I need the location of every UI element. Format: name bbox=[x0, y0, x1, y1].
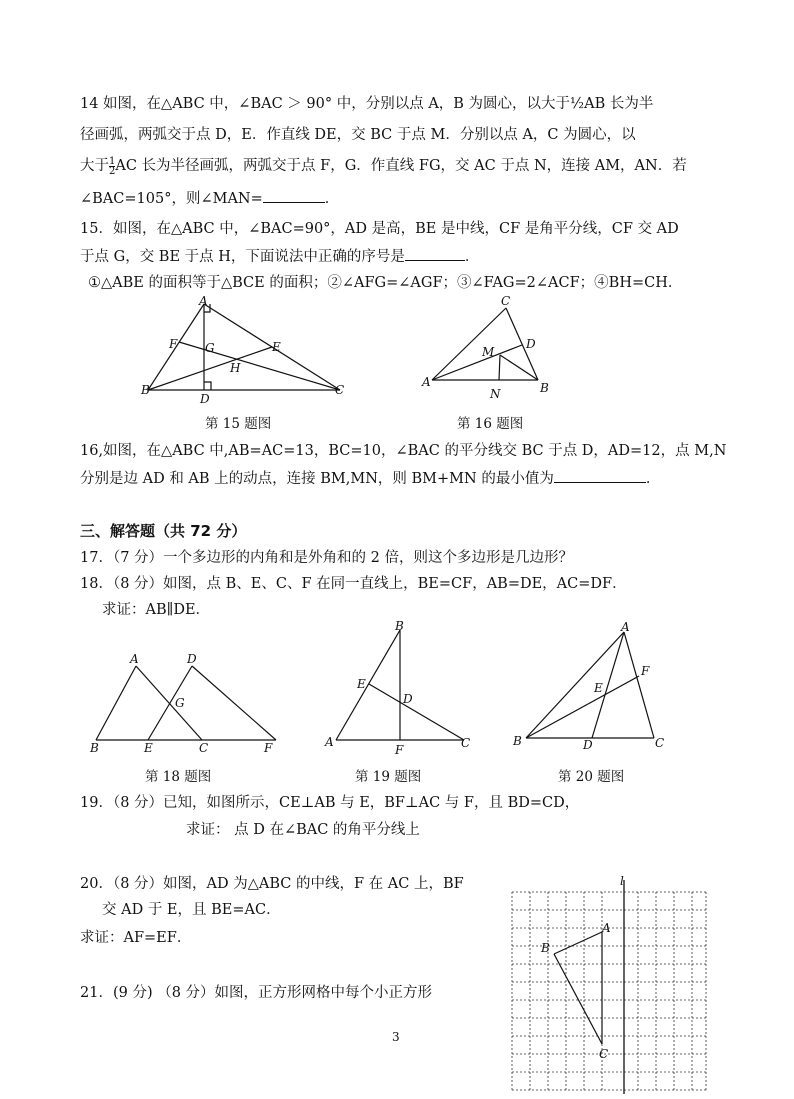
q20-line2: 交 AD 于 E，且 BE=AC． bbox=[102, 902, 281, 918]
fraction-denominator: 2 bbox=[109, 165, 116, 177]
fig21-label-l: l bbox=[620, 874, 624, 888]
answer-blank-15[interactable] bbox=[405, 246, 465, 261]
figure-21-grid bbox=[506, 872, 712, 1096]
fig15-caption: 第 15 题图 bbox=[205, 416, 272, 432]
q19-line2: 求证： 点 D 在∠BAC 的角平分线上 bbox=[186, 822, 420, 838]
fig18-label-c: C bbox=[199, 741, 209, 755]
fig21-segment-bc bbox=[554, 954, 602, 1044]
fig20-label-f: F bbox=[641, 664, 650, 678]
fig18-segment-df bbox=[192, 666, 276, 740]
q20-line1: 20．（8 分）如图，AD 为△ABC 的中线，F 在 AC 上，BF bbox=[80, 876, 464, 892]
fig21-label-b: B bbox=[541, 941, 550, 955]
q14-line1: 14 如图，在△ABC 中，∠BAC ＞ 90° 中，分别以点 A，B 为圆心，以大于½AB 长为半 bbox=[80, 96, 654, 112]
fig20-segment-bf bbox=[526, 676, 639, 738]
fig21-label-a: A bbox=[602, 921, 611, 935]
q19-line1: 19．（8 分）已知，如图所示，CE⊥AB 与 E，BF⊥AC 与 F，且 BD=CD， bbox=[80, 795, 580, 811]
figure-16 bbox=[418, 292, 558, 404]
q15-line2-end: ． bbox=[464, 249, 480, 265]
fig21-label-c: C bbox=[599, 1047, 609, 1061]
fig19-caption: 第 19 题图 bbox=[355, 769, 422, 785]
q15-line3: ①△ABE 的面积等于△BCE 的面积；②∠AFG=∠AGF；③∠FAG=2∠ACF；④BH=CH． bbox=[88, 275, 683, 291]
q15-line1: 15．如图，在△ABC 中，∠BAC=90°，AD 是高，BE 是中线，CF 是角平分线，CF 交 AD bbox=[80, 221, 679, 237]
fig20-segment-ac bbox=[624, 632, 654, 738]
fig15-right-angle-mark bbox=[204, 382, 211, 390]
figure-15 bbox=[138, 296, 350, 408]
q14-line3-pre: 大于 bbox=[80, 158, 109, 174]
fig15-label-f: F bbox=[169, 337, 178, 351]
q14-line3-post: AC 长为半径画弧，两弧交于点 F，G．作直线 FG，交 AC 于点 N，连接 AM，AN．若 bbox=[115, 158, 687, 174]
fig15-label-c: C bbox=[335, 383, 345, 397]
q16-line2 bbox=[80, 468, 660, 489]
page-number: 3 bbox=[392, 1030, 400, 1044]
fig19-label-c: C bbox=[461, 736, 471, 750]
q18-line1: 18．（8 分）如图，点 B、E、C、F 在同一直线上，BE=CF，AB=DE，AC=DF． bbox=[80, 576, 627, 592]
fig16-label-m: M bbox=[482, 345, 495, 359]
fig20-label-a: A bbox=[621, 620, 630, 634]
q14-line4-text: ∠BAC=105°，则∠MAN= bbox=[80, 191, 263, 207]
fig16-label-a: A bbox=[422, 375, 431, 389]
fig16-label-c: C bbox=[501, 294, 511, 308]
fig15-label-e: E bbox=[272, 340, 281, 354]
fig21-segment-ab bbox=[554, 932, 602, 954]
fig18-label-b: B bbox=[90, 741, 99, 755]
fig19-label-a: A bbox=[325, 735, 334, 749]
section3-title: 三、解答题（共 72 分） bbox=[80, 522, 247, 540]
fig16-segment-ad bbox=[432, 345, 522, 380]
fig16-segment-ca bbox=[432, 308, 506, 380]
fig16-label-b: B bbox=[540, 381, 549, 395]
fig18-segment-ac bbox=[136, 666, 202, 740]
fig19-label-b: B bbox=[395, 619, 404, 633]
fig19-label-e: E bbox=[357, 677, 366, 691]
q15-line2-text: 于点 G，交 BE 于点 H，下面说法中正确的序号是 bbox=[80, 249, 405, 265]
fig18-label-d: D bbox=[187, 652, 197, 666]
answer-blank-14[interactable] bbox=[263, 188, 325, 203]
q15-line2 bbox=[80, 246, 479, 267]
q16-line2-end: ． bbox=[645, 471, 661, 487]
fig20-label-c: C bbox=[655, 736, 665, 750]
fig20-label-b: B bbox=[513, 734, 522, 748]
q18-line2: 求证：AB∥DE． bbox=[102, 602, 211, 618]
q16-line2-text: 分别是边 AD 和 AB 上的动点，连接 BM,MN，则 BM+MN 的最小值为 bbox=[80, 471, 554, 487]
figure-18 bbox=[86, 646, 286, 756]
fig18-label-g: G bbox=[175, 696, 185, 710]
fig18-label-a: A bbox=[130, 652, 139, 666]
fig15-bisector-cf bbox=[179, 342, 340, 390]
fig19-segment-ec bbox=[369, 684, 464, 740]
q20-line3: 求证：AF=EF． bbox=[80, 930, 192, 946]
fig19-label-d: D bbox=[403, 692, 413, 706]
q14-line4 bbox=[80, 188, 339, 209]
fig15-label-a: A bbox=[199, 296, 208, 308]
q14-line3 bbox=[80, 156, 687, 176]
fig20-caption: 第 20 题图 bbox=[558, 769, 625, 785]
fig20-segment-ab bbox=[526, 632, 624, 738]
q21-line1: 21．(9 分) （8 分）如图，正方形网格中每个小正方形 bbox=[80, 985, 433, 1001]
fig18-caption: 第 18 题图 bbox=[145, 769, 212, 785]
figure-19 bbox=[320, 616, 480, 758]
fig15-label-d: D bbox=[200, 392, 210, 406]
fig18-segment-ab bbox=[96, 666, 136, 740]
fig18-segment-ed bbox=[148, 666, 192, 740]
fig15-label-b: B bbox=[141, 383, 150, 397]
q14-line4-end: ． bbox=[324, 191, 340, 207]
fraction-numerator: 1 bbox=[109, 155, 116, 167]
fig20-label-e: E bbox=[594, 681, 603, 695]
fig15-label-g: G bbox=[205, 341, 215, 355]
fig16-segment-mn bbox=[499, 355, 500, 380]
q17-text: 17．（7 分）一个多边形的内角和是外角和的 2 倍，则这个多边形是几边形？ bbox=[80, 550, 573, 566]
fig20-label-d: D bbox=[583, 738, 593, 752]
fig15-label-h: H bbox=[230, 361, 241, 375]
fig16-label-n: N bbox=[490, 387, 501, 401]
fig19-segment-ba bbox=[336, 630, 400, 740]
q16-line1: 16,如图，在△ABC 中,AB=AC=13，BC=10，∠BAC 的平分线交 BC 于点 D，AD=12，点 M,N bbox=[80, 443, 727, 459]
q14-line2: 径画弧，两弧交于点 D，E．作直线 DE，交 BC 于点 M．分别以点 A，C 为圆心，以 bbox=[80, 127, 636, 143]
answer-blank-16[interactable] bbox=[554, 468, 646, 483]
fig16-label-d: D bbox=[526, 337, 536, 351]
figure-20 bbox=[508, 616, 672, 758]
fig16-caption: 第 16 题图 bbox=[457, 416, 524, 432]
fig18-label-e: E bbox=[144, 741, 153, 755]
fig19-label-f: F bbox=[395, 743, 404, 757]
fig18-label-f: F bbox=[264, 741, 273, 755]
